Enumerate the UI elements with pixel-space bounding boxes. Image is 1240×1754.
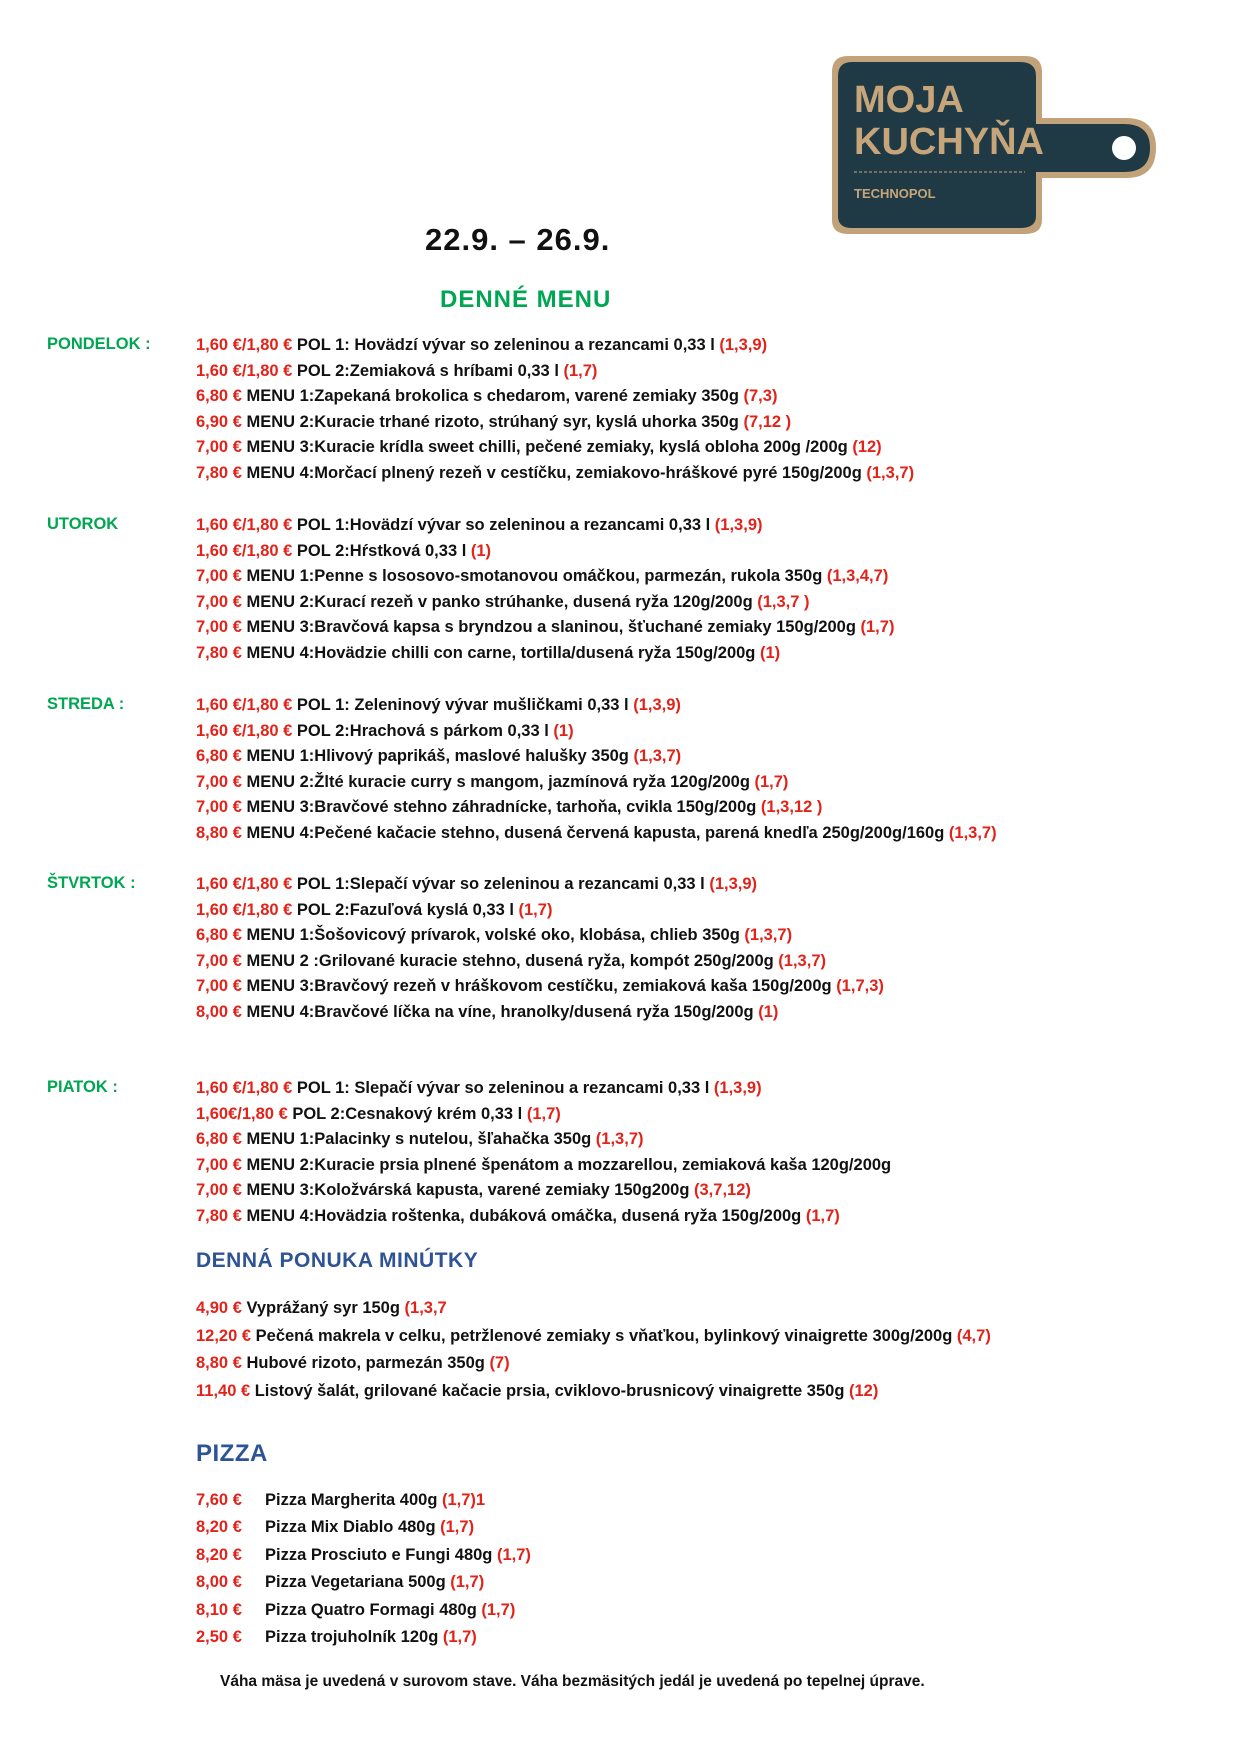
minutky-items: [196, 1295, 991, 1405]
item-price: 6,80 €: [196, 747, 242, 766]
pizza-item: [196, 1569, 531, 1596]
item-price: 7,80 €: [196, 1206, 242, 1225]
item-text: POL 2:Fazuľová kyslá 0,33 l: [292, 900, 519, 919]
item-allergens: (7,12 ): [743, 412, 792, 431]
minutky-item: [196, 1295, 991, 1323]
item-text: Pečená makrela v celku, petržlenové zemiaky s vňaťkou, bylinkový vinaigrette 300g/200g: [251, 1326, 957, 1345]
item-text: POL 1:Slepačí vývar so zeleninou a rezancami 0,33 l: [292, 875, 710, 893]
item-price: 7,60 €: [196, 1491, 242, 1509]
cutting-board-logo-icon: [820, 50, 1170, 240]
item-text: MENU 4:Morčací plnený rezeň v cestíčku, zemiakovo-hráškové pyré 150g/200g: [241, 463, 867, 482]
item-text: MENU 1:Penne s lososovo-smotanovou omáčkou, parmezán, rukola 350g: [241, 567, 827, 586]
item-allergens: (1,7)1: [441, 1491, 486, 1509]
item-price: 8,20 €: [196, 1545, 242, 1564]
pizza-items: [196, 1487, 531, 1651]
item-allergens: (1,3,7): [633, 747, 682, 766]
day-items-piatok: [196, 1076, 891, 1230]
item-allergens: (1,7): [518, 900, 553, 919]
day-label-stvrtok: ŠTVRTOK :: [47, 874, 136, 892]
item-allergens: (12): [848, 1381, 879, 1400]
menu-item: [196, 564, 894, 590]
minutky-item: [196, 1323, 991, 1351]
item-allergens: (1,7): [481, 1600, 516, 1619]
item-price: 7,00 €: [196, 618, 242, 637]
item-price: 1,60 €/1,80 €: [196, 900, 293, 919]
item-price: 2,50 €: [196, 1627, 242, 1646]
item-price: 1,60 €/1,80 €: [196, 541, 293, 560]
item-allergens: (1): [553, 721, 574, 740]
menu-item: [196, 359, 914, 385]
item-text: POL 2:Hŕstková 0,33 l: [292, 541, 471, 560]
item-allergens: (7,3): [743, 387, 778, 406]
item-allergens: (1): [758, 1002, 779, 1021]
item-price: 6,80 €: [196, 387, 242, 406]
day-label-piatok: PIATOK :: [47, 1078, 118, 1096]
item-allergens: (1,3,7: [404, 1299, 447, 1317]
menu-item: [196, 641, 894, 667]
item-allergens: (3,7,12): [694, 1181, 751, 1200]
item-price: 12,20 €: [196, 1326, 252, 1345]
item-text: MENU 3:Kuracie krídla sweet chilli, pečené zemiaky, kyslá obloha 200g /200g: [241, 438, 853, 457]
menu-item: [196, 1076, 891, 1102]
item-allergens: (1,7): [442, 1627, 477, 1646]
item-price: 7,80 €: [196, 643, 242, 662]
date-range: 22.9. – 26.9.: [425, 222, 611, 257]
item-text: Pizza trojuholník 120g: [265, 1627, 443, 1646]
item-allergens: (1,3,9): [709, 875, 758, 893]
item-text: POL 2:Hrachová s párkom 0,33 l: [292, 721, 554, 740]
item-allergens: (7): [489, 1354, 510, 1372]
page-title: DENNÉ MENU: [440, 286, 612, 313]
item-allergens: (1,3,7 ): [757, 592, 810, 611]
item-text: Listový šalát, grilované kačacie prsia, cviklovo-brusnicový vinaigrette 350g: [250, 1381, 849, 1400]
item-text: MENU 1:Šošovicový prívarok, volské oko, klobása, chlieb 350g: [241, 926, 745, 945]
item-allergens: (1,7): [450, 1573, 485, 1592]
item-text: POL 1: Slepačí vývar so zeleninou a rezancami 0,33 l: [292, 1079, 714, 1097]
item-price: 7,00 €: [196, 567, 242, 586]
item-allergens: (1,7): [860, 618, 895, 637]
item-text: MENU 4:Pečené kačacie stehno, dusená červená kapusta, parená knedľa 250g/200g/160g: [241, 823, 949, 842]
menu-item: [196, 1127, 891, 1153]
item-text: POL 2:Zemiaková s hríbami 0,33 l: [292, 361, 564, 380]
menu-item: [196, 1000, 884, 1026]
menu-item: [196, 949, 884, 975]
item-text: MENU 3:Koložvárská kapusta, varené zemiaky 150g200g: [241, 1181, 695, 1200]
item-text: Pizza Mix Diablo 480g: [265, 1518, 441, 1537]
menu-item: [196, 461, 914, 487]
item-price: 8,10 €: [196, 1600, 242, 1619]
item-allergens: (4,7): [956, 1326, 991, 1345]
item-text: Pizza Margherita 400g: [265, 1491, 442, 1509]
item-price: 7,00 €: [196, 592, 242, 611]
item-text: MENU 1:Palacinky s nutelou, šľahačka 350g: [241, 1130, 596, 1149]
item-price: 8,80 €: [196, 1354, 242, 1372]
item-price: 8,80 €: [196, 823, 242, 842]
item-text: MENU 1:Hlivový paprikáš, maslové halušky 350g: [241, 747, 634, 766]
menu-item: [196, 1153, 891, 1179]
menu-item: [196, 693, 997, 719]
day-items-stvrtok: [196, 872, 884, 1026]
menu-item: [196, 410, 914, 436]
item-price: 7,00 €: [196, 772, 242, 791]
day-items-utorok: [196, 513, 894, 667]
logo: [820, 50, 1170, 240]
menu-item: [196, 770, 997, 796]
item-text: MENU 2:Kuracie trhané rizoto, strúhaný syr, kyslá uhorka 350g: [241, 412, 744, 431]
menu-item: [196, 435, 914, 461]
item-allergens: (1,3,9): [719, 336, 768, 354]
item-price: 7,00 €: [196, 798, 242, 817]
item-text: Pizza Vegetariana 500g: [265, 1573, 451, 1592]
item-price: 8,20 €: [196, 1518, 242, 1537]
item-price: 7,00 €: [196, 1155, 242, 1174]
menu-item: [196, 590, 894, 616]
item-price: 7,00 €: [196, 1181, 242, 1200]
menu-item: [196, 821, 997, 847]
pizza-item: [196, 1624, 531, 1651]
item-allergens: (1): [470, 541, 492, 560]
menu-item: [196, 539, 894, 565]
item-price: 4,90 €: [196, 1299, 242, 1317]
item-text: POL 1: Zeleninový vývar mušličkami 0,33 l: [292, 696, 634, 714]
item-allergens: (1,3,9): [714, 516, 763, 534]
menu-item: [196, 719, 997, 745]
item-price: 11,40 €: [196, 1381, 251, 1400]
item-allergens: (1,7): [526, 1104, 561, 1123]
minutky-item: [196, 1378, 991, 1406]
item-text: MENU 2 :Grilované kuracie stehno, dusená ryža, kompót 250g/200g: [241, 951, 779, 970]
item-allergens: (12): [852, 438, 882, 457]
item-allergens: (1,3,7): [778, 951, 826, 970]
day-label-pondelok: PONDELOK :: [47, 335, 151, 353]
item-allergens: (1,3,4,7): [826, 567, 889, 586]
item-allergens: (1,7): [805, 1206, 840, 1225]
item-allergens: (1,3,12 ): [760, 798, 823, 817]
item-text: MENU 3:Bravčový rezeň v hráškovom cestíčku, zemiaková kaša 150g/200g: [241, 977, 837, 996]
item-text: Pizza Quatro Formagi 480g: [265, 1600, 482, 1619]
item-price: 7,80 €: [196, 463, 242, 482]
item-allergens: (1,7,3): [836, 977, 884, 996]
item-allergens: (1): [759, 643, 781, 662]
item-allergens: (1,7): [496, 1545, 531, 1564]
pizza-title: PIZZA: [196, 1440, 268, 1467]
item-text: MENU 2:Žlté kuracie curry s mangom, jazmínová ryža 120g/200g: [241, 772, 755, 791]
item-price: 1,60€/1,80 €: [196, 1104, 288, 1123]
minutky-title: DENNÁ PONUKA MINÚTKY: [196, 1249, 479, 1272]
item-text: POL 1: Hovädzí vývar so zeleninou a rezancami 0,33 l: [292, 336, 720, 354]
item-price: 1,60 €/1,80 €: [196, 696, 293, 714]
menu-item: [196, 513, 894, 539]
pizza-item: [196, 1597, 531, 1624]
item-price: 6,80 €: [196, 926, 242, 945]
logo-line2: KUCHYŇA: [854, 121, 1044, 163]
pizza-item: [196, 1542, 531, 1569]
minutky-item: [196, 1350, 991, 1378]
menu-item: [196, 1178, 891, 1204]
day-items-streda: [196, 693, 997, 847]
item-text: MENU 4:Hovädzie chilli con carne, tortilla/dusená ryža 150g/200g: [241, 643, 760, 662]
item-allergens: (1,7): [754, 772, 789, 791]
item-text: Hubové rizoto, parmezán 350g: [241, 1354, 490, 1372]
menu-item: [196, 1204, 891, 1230]
item-text: MENU 3:Bravčová kapsa s bryndzou a slaninou, šťuchané zemiaky 150g/200g: [241, 618, 861, 637]
item-allergens: (1,3,7): [866, 463, 915, 482]
item-price: 6,90 €: [196, 412, 242, 431]
item-text: MENU 1:Zapekaná brokolica s chedarom, varené zemiaky 350g: [241, 387, 744, 406]
menu-item: [196, 333, 914, 359]
item-price: 7,00 €: [196, 438, 242, 457]
menu-item: [196, 974, 884, 1000]
item-price: 1,60 €/1,80 €: [196, 721, 293, 740]
item-price: 7,00 €: [196, 951, 242, 970]
item-text: MENU 4:Bravčové líčka na víne, hranolky/dusená ryža 150g/200g: [241, 1002, 759, 1021]
item-text: MENU 3:Bravčové stehno záhradnícke, tarhoňa, cvikla 150g/200g: [241, 798, 761, 817]
item-text: Vyprážaný syr 150g: [241, 1299, 405, 1317]
item-allergens: (1,7): [563, 361, 598, 380]
item-allergens: (1,3,7): [744, 926, 793, 945]
item-price: 8,00 €: [196, 1002, 242, 1021]
menu-item: [196, 923, 884, 949]
day-label-streda: STREDA :: [47, 695, 125, 713]
pizza-item: [196, 1514, 531, 1541]
day-items-pondelok: [196, 333, 914, 487]
item-allergens: (1,3,7): [948, 823, 997, 842]
item-price: 1,60 €/1,80 €: [196, 336, 293, 354]
item-price: 1,60 €/1,80 €: [196, 875, 293, 893]
item-price: 6,80 €: [196, 1130, 242, 1149]
menu-item: [196, 872, 884, 898]
day-label-utorok: UTOROK: [47, 515, 119, 533]
logo-sub: TECHNOPOL: [854, 186, 936, 201]
item-price: 8,00 €: [196, 1573, 242, 1592]
menu-item: [196, 384, 914, 410]
menu-item: [196, 1102, 891, 1128]
item-price: 1,60 €/1,80 €: [196, 516, 293, 534]
item-allergens: (1,3,9): [713, 1079, 762, 1097]
logo-line1: MOJA: [854, 79, 964, 121]
menu-item: [196, 615, 894, 641]
item-text: MENU 2:Kurací rezeň v panko strúhanke, dusená ryža 120g/200g: [241, 592, 758, 611]
item-allergens: (1,3,9): [633, 696, 681, 714]
item-price: 1,60 €/1,80 €: [196, 1079, 293, 1097]
item-allergens: (1,3,7): [595, 1130, 644, 1149]
item-price: 7,00 €: [196, 977, 242, 996]
item-allergens: (1,7): [440, 1518, 475, 1537]
menu-item: [196, 795, 997, 821]
item-text: MENU 2:Kuracie prsia plnené špenátom a mozzarellou, zemiaková kaša 120g/200g: [241, 1155, 892, 1174]
item-text: Pizza Prosciuto e Fungi 480g: [265, 1545, 497, 1564]
item-price: 1,60 €/1,80 €: [196, 361, 293, 380]
item-text: POL 1:Hovädzí vývar so zeleninou a rezancami 0,33 l: [292, 516, 715, 534]
pizza-item: [196, 1487, 531, 1514]
footer-note: Váha mäsa je uvedená v surovom stave. Váha bezmäsitých jedál je uvedená po tepelnej úprave.: [220, 1673, 925, 1690]
menu-item: [196, 744, 997, 770]
menu-item: [196, 898, 884, 924]
item-text: POL 2:Cesnakový krém 0,33 l: [287, 1104, 527, 1123]
item-text: MENU 4:Hovädzia roštenka, dubáková omáčka, dusená ryža 150g/200g: [241, 1206, 806, 1225]
